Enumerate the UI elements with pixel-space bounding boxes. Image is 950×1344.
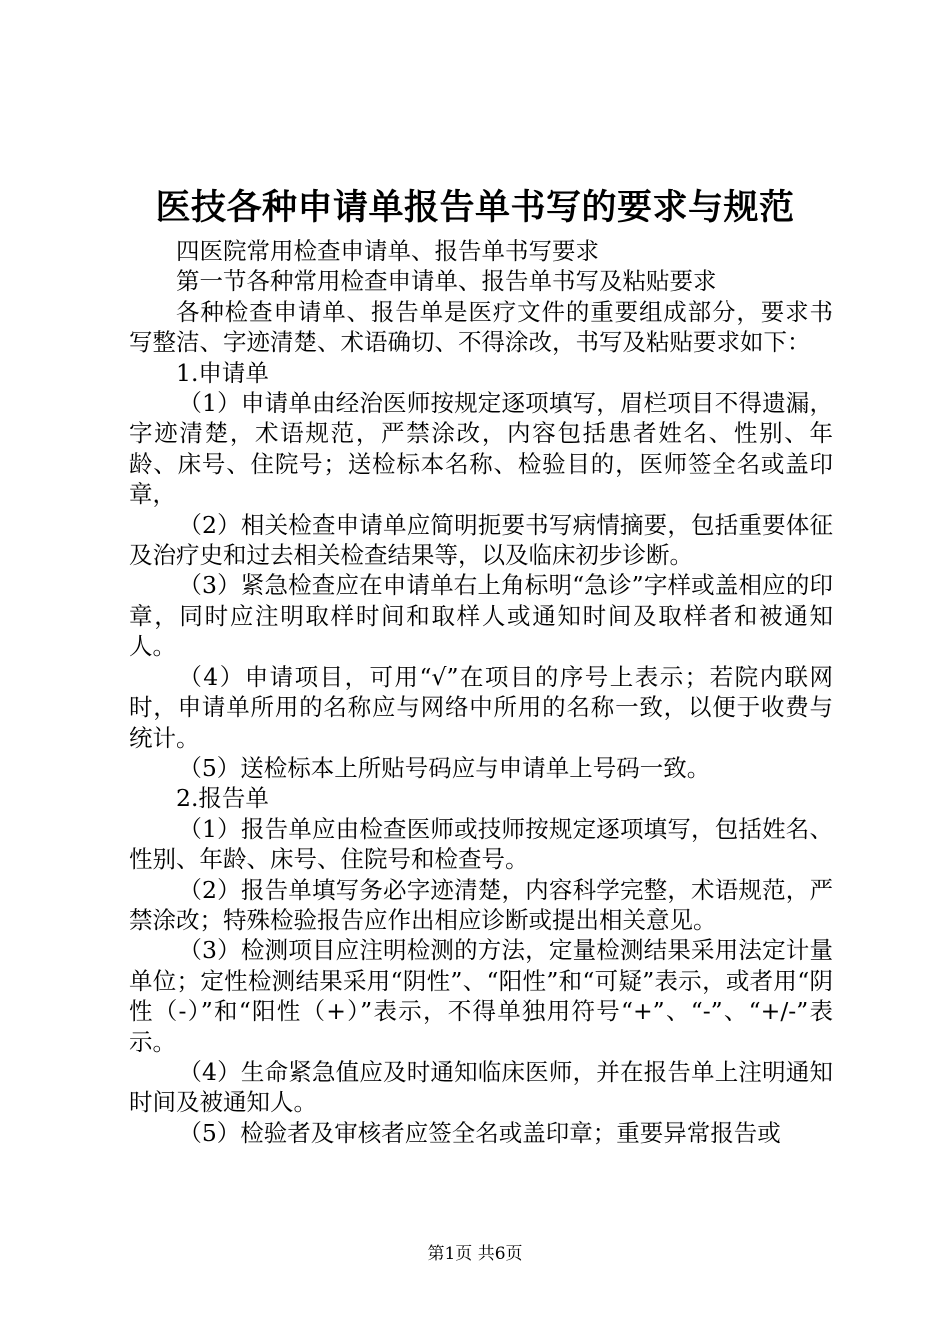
paragraph-request-heading: 1.申请单 [176, 358, 269, 387]
paragraph-request-item-4: （4）申请项目，可用“√”在项目的序号上表示；若院内联网时，申请单所用的名称应与网络中所用的名称一致，以便于收费与统计。 [129, 662, 833, 752]
paragraph-intro: 各种检查申请单、报告单是医疗文件的重要组成部分，要求书写整洁、字迹清楚、术语确切、不得涂改，书写及粘贴要求如下： [129, 297, 833, 357]
paragraph-report-item-1: （1）报告单应由检查医师或技师按规定逐项填写，包括姓名、性别、年龄、床号、住院号和检查号。 [129, 814, 833, 874]
document-body [129, 236, 833, 1148]
document-title: 医技各种申请单报告单书写的要求与规范 [155, 188, 795, 228]
paragraph-report-heading: 2.报告单 [176, 784, 269, 813]
paragraph-report-item-3: （3）检测项目应注明检测的方法，定量检测结果采用法定计量单位；定性检测结果采用“阴性”、“阳性”和“可疑”表示，或者用“阴性（-）”和“阳性（+）”表示，不得单独用符号“+”、“-”、“+/-”表示。 [129, 936, 833, 1056]
paragraph-request-item-5: （5）送检标本上所贴号码应与申请单上号码一致。 [178, 753, 711, 782]
paragraph-request-item-1: （1）申请单由经治医师按规定逐项填写，眉栏项目不得遗漏，字迹清楚，术语规范，严禁涂改，内容包括患者姓名、性别、年龄、床号、住院号；送检标本名称、检验目的，医师签全名或盖印章， [129, 389, 833, 509]
paragraph-hospital-heading: 四医院常用检查申请单、报告单书写要求 [176, 237, 599, 265]
paragraph-section-heading: 第一节各种常用检查申请单、报告单书写及粘贴要求 [176, 267, 717, 296]
paragraph-report-item-4: （4）生命紧急值应及时通知临床医师，并在报告单上注明通知时间及被通知人。 [129, 1057, 833, 1117]
paragraph-request-item-3: （3）紧急检查应在申请单右上角标明“急诊”字样或盖相应的印章，同时应注明取样时间和取样人或通知时间及取样者和被通知人。 [129, 571, 833, 661]
paragraph-report-item-5: （5）检验者及审核者应签全名或盖印章；重要异常报告或 [178, 1118, 781, 1147]
paragraph-request-item-2: （2）相关检查申请单应简明扼要书写病情摘要，包括重要体征及治疗史和过去相关检查结果等，以及临床初步诊断。 [129, 510, 833, 570]
paragraph-report-item-2: （2）报告单填写务必字迹清楚，内容科学完整，术语规范，严禁涂改；特殊检验报告应作出相应诊断或提出相关意见。 [129, 875, 833, 934]
page-footer: 第1页 共6页 [427, 1244, 523, 1264]
